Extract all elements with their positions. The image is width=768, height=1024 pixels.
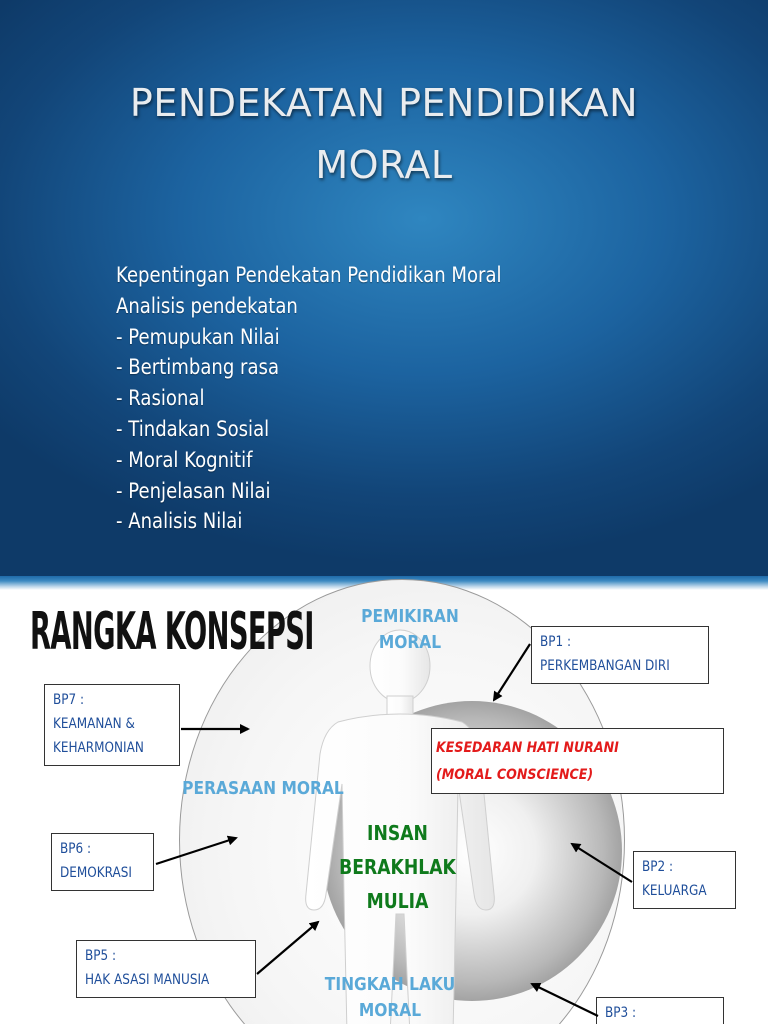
arrow-bp5 — [257, 922, 318, 974]
arrow-bp2 — [572, 844, 632, 882]
bp-label: BP3 : — [605, 1005, 637, 1021]
title-line-2: MORAL — [315, 143, 453, 187]
connector-arrows — [0, 576, 768, 1024]
label-line: INSAN — [367, 821, 428, 845]
conscience-line: KESEDARAN HATI NURANI — [436, 740, 619, 756]
list-item: - Analisis Nilai — [116, 509, 243, 534]
label-line: BERAKHLAK — [339, 855, 456, 879]
approach-list — [116, 260, 502, 537]
slide-1-title — [40, 72, 728, 196]
list-item: - Rasional — [116, 386, 205, 411]
arrow-bp3 — [532, 984, 598, 1016]
list-item: - Pemupukan Nilai — [116, 324, 280, 349]
bp-desc: KEHARMONIAN — [53, 740, 144, 756]
bp-desc: HAK ASASI MANUSIA — [85, 972, 210, 988]
bp-desc: KEAMANAN & — [53, 716, 135, 732]
list-item: Kepentingan Pendekatan Pendidikan Moral — [116, 263, 502, 287]
bp-label: BP7 : — [53, 692, 85, 708]
list-item: - Bertimbang rasa — [116, 355, 280, 380]
bp-label: BP2 : — [642, 859, 674, 875]
label-perasaan-moral: PERASAAN MORAL — [182, 778, 344, 799]
label-line: PEMIKIRAN — [361, 606, 459, 627]
list-item: - Penjelasan Nilai — [116, 478, 271, 503]
bp-desc: DEMOKRASI — [60, 865, 132, 881]
conscience-line: (MORAL CONSCIENCE) — [436, 767, 594, 783]
slide-2 — [0, 576, 768, 1024]
arrow-bp1 — [494, 644, 530, 700]
label-line: MORAL — [378, 632, 442, 653]
list-item: - Tindakan Sosial — [116, 416, 270, 441]
arrow-bp6 — [156, 838, 236, 864]
bp-label: BP1 : — [540, 634, 572, 650]
label-line: MULIA — [366, 889, 429, 913]
list-item: - Moral Kognitif — [116, 447, 253, 472]
bp-desc: KELUARGA — [642, 883, 707, 899]
slide-2-title: RANGKA KONSEPSI — [30, 602, 314, 663]
label-line: MORAL — [358, 1000, 422, 1021]
bp-desc: PERKEMBANGAN DIRI — [540, 658, 670, 674]
title-line-1: PENDEKATAN PENDIDIKAN — [129, 81, 639, 125]
label-line: TINGKAH LAKU — [324, 974, 456, 995]
bp-label: BP6 : — [60, 841, 92, 857]
list-item: Analisis pendekatan — [116, 293, 298, 318]
bp-label: BP5 : — [85, 948, 117, 964]
